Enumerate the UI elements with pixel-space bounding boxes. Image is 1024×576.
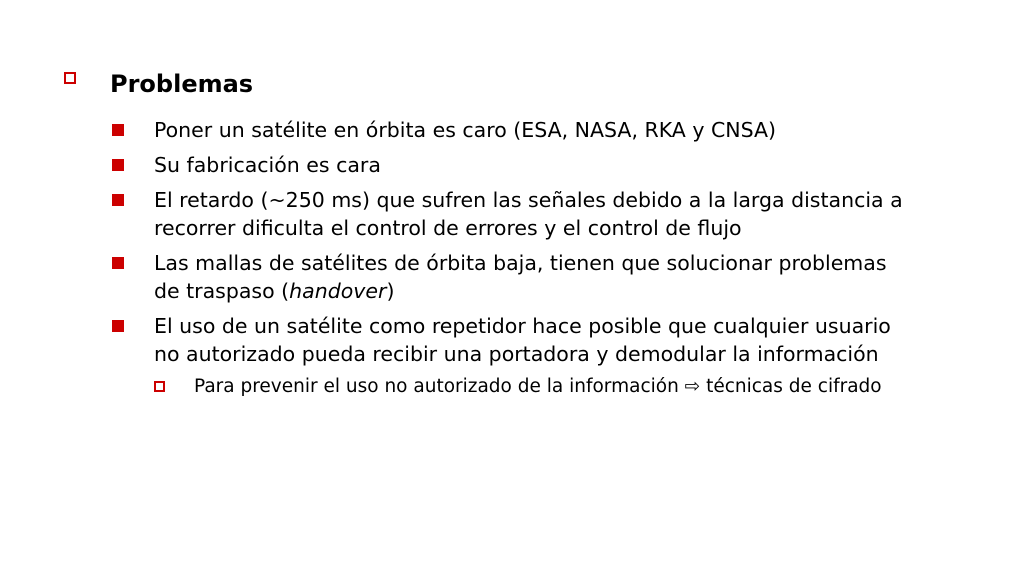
filled-square-bullet-icon	[112, 194, 124, 206]
list-item-text: El uso de un satélite como repetidor hace posible que cualquier usuario no autorizado pueda recibir una portadora y demodular la información	[154, 314, 891, 366]
list-item-text: Poner un satélite en órbita es caro (ESA, NASA, RKA y CNSA)	[154, 118, 777, 142]
list-item-text-part: )	[386, 279, 395, 303]
sub-list-item-text: Para prevenir el uso no autorizado de la información ⇨ técnicas de cifrado	[194, 376, 882, 397]
list-item-text: El retardo (~250 ms) que sufren las señales debido a la larga distancia a recorrer dificulta el control de errores y el control de flujo	[154, 188, 903, 240]
filled-square-bullet-icon	[112, 320, 124, 332]
list-item	[112, 249, 912, 305]
filled-square-bullet-icon	[112, 257, 124, 269]
slide-heading: Problemas	[110, 70, 254, 98]
sub-bullet-list	[154, 374, 912, 399]
sub-list-item	[154, 374, 912, 399]
heading-row	[64, 70, 254, 98]
list-item	[112, 116, 912, 144]
list-item-text-part: Las mallas de satélites de órbita baja, tienen que solucionar problemas de traspaso (	[154, 251, 887, 303]
list-item-text: Su fabricación es cara	[154, 153, 381, 177]
list-item-emphasis: handover	[289, 279, 387, 303]
hollow-square-bullet-icon	[154, 381, 165, 392]
list-item	[112, 151, 912, 179]
list-item-text	[154, 251, 887, 303]
filled-square-bullet-icon	[112, 159, 124, 171]
hollow-square-bullet-icon	[64, 72, 76, 84]
filled-square-bullet-icon	[112, 124, 124, 136]
list-item	[112, 186, 912, 242]
bullet-list	[112, 116, 912, 406]
list-item	[112, 312, 912, 399]
